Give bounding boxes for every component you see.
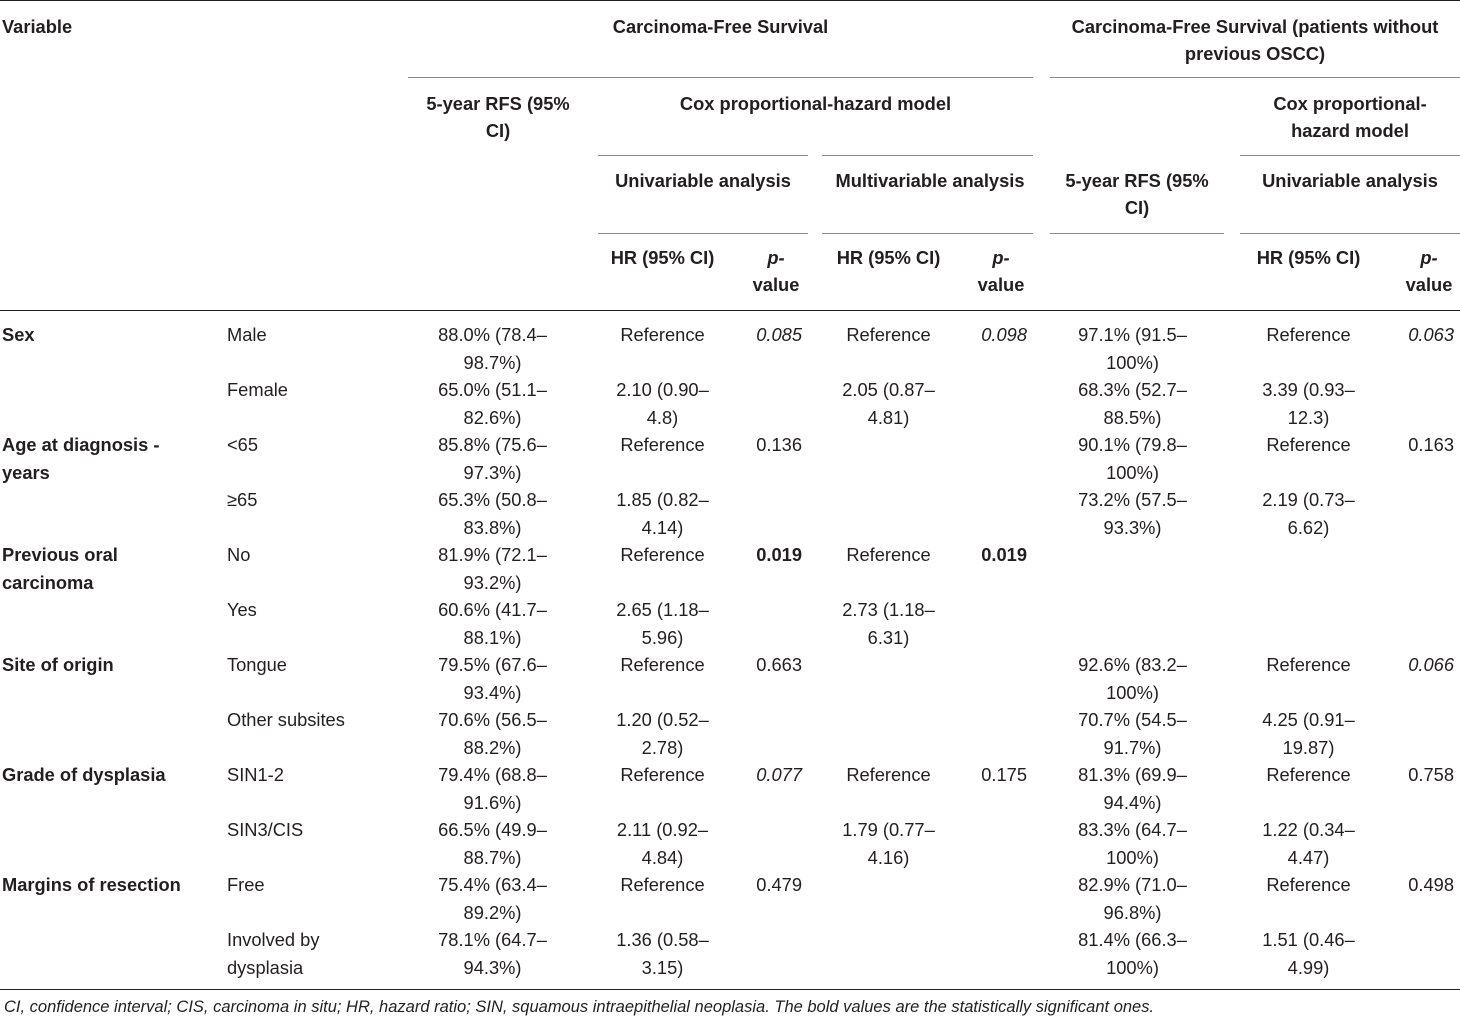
rfs-cell: 83.8%) xyxy=(463,516,522,538)
rfs2-cell: 100%) xyxy=(1106,351,1159,373)
uni-hr-cell: Reference xyxy=(620,874,705,895)
uni2-hr-cell: 4.99) xyxy=(1287,956,1330,978)
rfs-cell: 79.5% (67.6– xyxy=(438,654,547,675)
multi-hr-cell: 1.79 (0.77– xyxy=(842,819,935,840)
uni2-hr-cell: 2.19 (0.73– xyxy=(1262,489,1355,510)
header-cfs-no-previous-line1: Carcinoma-Free Survival (patients without xyxy=(1071,16,1439,37)
uni-hr-cell: 3.15) xyxy=(641,956,684,978)
multi-p-cell: 0.175 xyxy=(981,764,1027,785)
uni2-hr-cell: 19.87) xyxy=(1282,736,1335,758)
uni2-hr-cell: 12.3) xyxy=(1287,406,1330,428)
rfs2-cell: 90.1% (79.8– xyxy=(1078,434,1187,455)
header-rfs-line1: 5-year RFS (95% xyxy=(426,93,570,114)
multi-p-cell: 0.019 xyxy=(981,544,1027,565)
rfs2-cell: 68.3% (52.7– xyxy=(1078,379,1187,400)
variable-cell: Grade of dysplasia xyxy=(2,764,166,785)
category-cell: SIN3/CIS xyxy=(227,819,304,840)
category-cell: No xyxy=(227,544,251,565)
category-cell: Other subsites xyxy=(227,709,345,730)
multi-hr-cell: Reference xyxy=(846,764,931,785)
rfs-cell: 85.8% (75.6– xyxy=(438,434,547,455)
category-cell: Female xyxy=(227,379,288,400)
rfs-cell: 88.7%) xyxy=(463,846,522,868)
uni2-hr-cell: 1.22 (0.34– xyxy=(1262,819,1355,840)
variable-cell: carcinoma xyxy=(2,571,94,593)
multi-hr-cell: Reference xyxy=(846,544,931,565)
rfs2-cell: 88.5%) xyxy=(1103,406,1162,428)
uni-hr-cell: 1.20 (0.52– xyxy=(616,709,709,730)
uni-hr-cell: 1.85 (0.82– xyxy=(616,489,709,510)
header-rfs2-line2: CI) xyxy=(1124,197,1150,218)
rfs2-cell: 96.8%) xyxy=(1103,901,1162,923)
uni2-hr-cell: 3.39 (0.93– xyxy=(1262,379,1355,400)
rfs2-cell: 93.3%) xyxy=(1103,516,1162,538)
rfs2-cell: 70.7% (54.5– xyxy=(1078,709,1187,730)
uni2-hr-cell: 4.47) xyxy=(1287,846,1330,868)
table-bottom-rule xyxy=(0,989,1460,990)
multi-hr-cell: 4.16) xyxy=(867,846,910,868)
table-footnote: CI, confidence interval; CIS, carcinoma in situ; HR, hazard ratio; SIN, squamous intraepithelial neoplasia. The bold values are the statistically significant ones. xyxy=(4,998,1155,1016)
rfs2-cell: 97.1% (91.5– xyxy=(1078,324,1187,345)
uni-hr-cell: 2.10 (0.90– xyxy=(616,379,709,400)
multi-hr-cell: 4.81) xyxy=(867,406,910,428)
rfs2-cell: 92.6% (83.2– xyxy=(1078,654,1187,675)
uni-hr-cell: 2.65 (1.18– xyxy=(616,599,709,620)
header-rfs2-line1: 5-year RFS (95% xyxy=(1065,170,1209,191)
rfs2-cell: 100%) xyxy=(1106,681,1159,703)
table-top-rule xyxy=(0,0,1460,1)
uni-hr-cell: Reference xyxy=(620,544,705,565)
category-cell: Yes xyxy=(227,599,257,620)
variable-cell: Age at diagnosis - xyxy=(2,434,160,455)
uni-hr-cell: Reference xyxy=(620,434,705,455)
uni2-hr-cell: Reference xyxy=(1266,324,1351,345)
rfs2-cell: 91.7%) xyxy=(1103,736,1162,758)
header-cox2-line1: Cox proportional- xyxy=(1273,93,1427,114)
category-cell: dysplasia xyxy=(227,956,304,978)
header-rule-cox-uni xyxy=(598,155,808,156)
uni-p-cell: 0.019 xyxy=(756,544,802,565)
rfs-cell: 81.9% (72.1– xyxy=(438,544,547,565)
rfs-cell: 65.0% (51.1– xyxy=(438,379,547,400)
header-rule-cox-multi xyxy=(822,155,1033,156)
p-letter: p- xyxy=(1420,247,1438,268)
category-cell: Male xyxy=(227,324,267,345)
uni2-p-cell: 0.163 xyxy=(1408,434,1454,455)
multi-p-cell: 0.098 xyxy=(981,324,1027,345)
rfs-cell: 70.6% (56.5– xyxy=(438,709,547,730)
header-cfs-no-previous-line2: previous OSCC) xyxy=(1184,43,1326,64)
rfs-cell: 94.3%) xyxy=(463,956,522,978)
uni2-p-cell: 0.498 xyxy=(1408,874,1454,895)
uni2-hr-cell: 4.25 (0.91– xyxy=(1262,709,1355,730)
p-letter: p- xyxy=(992,247,1010,268)
header-carcinoma-free-survival: Carcinoma-Free Survival xyxy=(612,16,829,37)
header-variable: Variable xyxy=(2,16,73,37)
rfs-cell: 97.3%) xyxy=(463,461,522,483)
rfs-cell: 66.5% (49.9– xyxy=(438,819,547,840)
rfs2-cell: 73.2% (57.5– xyxy=(1078,489,1187,510)
category-cell: SIN1-2 xyxy=(227,764,284,785)
uni-hr-cell: 5.96) xyxy=(641,626,684,648)
rfs2-cell: 81.4% (66.3– xyxy=(1078,929,1187,950)
header-rule-cfs-noprev xyxy=(1050,77,1460,78)
rfs-cell: 93.4%) xyxy=(463,681,522,703)
multi-hr-cell: Reference xyxy=(846,324,931,345)
uni2-hr-cell: 6.62) xyxy=(1287,516,1330,538)
variable-cell: Site of origin xyxy=(2,654,114,675)
variable-cell: Previous oral xyxy=(2,544,118,565)
header-cox-model: Cox proportional-hazard model xyxy=(679,93,952,114)
category-cell: Tongue xyxy=(227,654,287,675)
header-p-uni2-line1 xyxy=(1398,244,1460,272)
category-cell: ≥65 xyxy=(227,489,258,510)
rfs-cell: 75.4% (63.4– xyxy=(438,874,547,895)
uni2-hr-cell: Reference xyxy=(1266,434,1351,455)
rfs-cell: 88.0% (78.4– xyxy=(438,324,547,345)
uni-hr-cell: 4.14) xyxy=(641,516,684,538)
header-hr-multi: HR (95% CI) xyxy=(836,247,941,268)
header-univariable: Univariable analysis xyxy=(615,170,791,191)
rfs2-cell: 82.9% (71.0– xyxy=(1078,874,1187,895)
rfs-cell: 88.1%) xyxy=(463,626,522,648)
header-rfs-line2: CI) xyxy=(485,120,511,141)
header-hr-uni2: HR (95% CI) xyxy=(1256,247,1361,268)
uni2-p-cell: 0.758 xyxy=(1408,764,1454,785)
category-cell: <65 xyxy=(227,434,259,455)
uni2-hr-cell: Reference xyxy=(1266,654,1351,675)
uni-hr-cell: Reference xyxy=(620,324,705,345)
header-univariable-2: Univariable analysis xyxy=(1262,170,1438,191)
uni2-p-cell: 0.063 xyxy=(1408,324,1454,345)
header-rule-multi-sub xyxy=(822,233,1033,234)
header-p-uni-line1 xyxy=(745,244,807,272)
header-rule-cfs xyxy=(408,77,1033,78)
rfs2-cell: 83.3% (64.7– xyxy=(1078,819,1187,840)
header-rule-rfs2 xyxy=(1050,233,1224,234)
uni-hr-cell: 2.11 (0.92– xyxy=(616,819,709,840)
rfs2-cell: 100%) xyxy=(1106,846,1159,868)
uni-hr-cell: 4.8) xyxy=(646,406,679,428)
uni-p-cell: 0.136 xyxy=(756,434,802,455)
variable-cell: Margins of resection xyxy=(2,874,181,895)
header-rule-uni-sub xyxy=(598,233,808,234)
header-p-multi-line2: value xyxy=(977,274,1025,295)
uni-p-cell: 0.085 xyxy=(756,324,802,345)
rfs-cell: 82.6%) xyxy=(463,406,522,428)
p-letter: p- xyxy=(767,247,785,268)
rfs-cell: 60.6% (41.7– xyxy=(438,599,547,620)
variable-cell: Sex xyxy=(2,324,35,345)
uni-p-cell: 0.077 xyxy=(756,764,802,785)
variable-cell: years xyxy=(2,461,50,483)
header-multivariable: Multivariable analysis xyxy=(835,170,1025,191)
uni-hr-cell: 1.36 (0.58– xyxy=(616,929,709,950)
header-hr-uni: HR (95% CI) xyxy=(610,247,715,268)
uni-p-cell: 0.663 xyxy=(756,654,802,675)
multi-hr-cell: 2.05 (0.87– xyxy=(842,379,935,400)
header-rule-cox2 xyxy=(1240,155,1460,156)
uni2-p-cell: 0.066 xyxy=(1408,654,1454,675)
uni2-hr-cell: Reference xyxy=(1266,764,1351,785)
uni2-hr-cell: Reference xyxy=(1266,874,1351,895)
rfs-cell: 91.6%) xyxy=(463,791,522,813)
multi-hr-cell: 2.73 (1.18– xyxy=(842,599,935,620)
rfs-cell: 89.2%) xyxy=(463,901,522,923)
rfs-cell: 79.4% (68.8– xyxy=(438,764,547,785)
category-cell: Free xyxy=(227,874,265,895)
header-p-uni2-line2: value xyxy=(1405,274,1453,295)
category-cell: Involved by xyxy=(227,929,320,950)
multi-hr-cell: 6.31) xyxy=(867,626,910,648)
header-bottom-rule xyxy=(0,310,1460,311)
rfs-cell: 88.2%) xyxy=(463,736,522,758)
header-cox2-line2: hazard model xyxy=(1291,120,1409,141)
uni-p-cell: 0.479 xyxy=(756,874,802,895)
rfs-cell: 98.7%) xyxy=(463,351,522,373)
header-p-uni-line2: value xyxy=(752,274,800,295)
uni-hr-cell: 4.84) xyxy=(641,846,684,868)
header-p-multi-line1 xyxy=(970,244,1032,272)
uni2-hr-cell: 1.51 (0.46– xyxy=(1262,929,1355,950)
rfs2-cell: 94.4%) xyxy=(1103,791,1162,813)
header-rule-uni2-sub xyxy=(1240,233,1460,234)
rfs2-cell: 100%) xyxy=(1106,461,1159,483)
rfs-cell: 93.2%) xyxy=(463,571,522,593)
uni-hr-cell: 2.78) xyxy=(641,736,684,758)
uni-hr-cell: Reference xyxy=(620,654,705,675)
rfs2-cell: 81.3% (69.9– xyxy=(1078,764,1187,785)
rfs-cell: 65.3% (50.8– xyxy=(438,489,547,510)
uni-hr-cell: Reference xyxy=(620,764,705,785)
rfs2-cell: 100%) xyxy=(1106,956,1159,978)
rfs-cell: 78.1% (64.7– xyxy=(438,929,547,950)
